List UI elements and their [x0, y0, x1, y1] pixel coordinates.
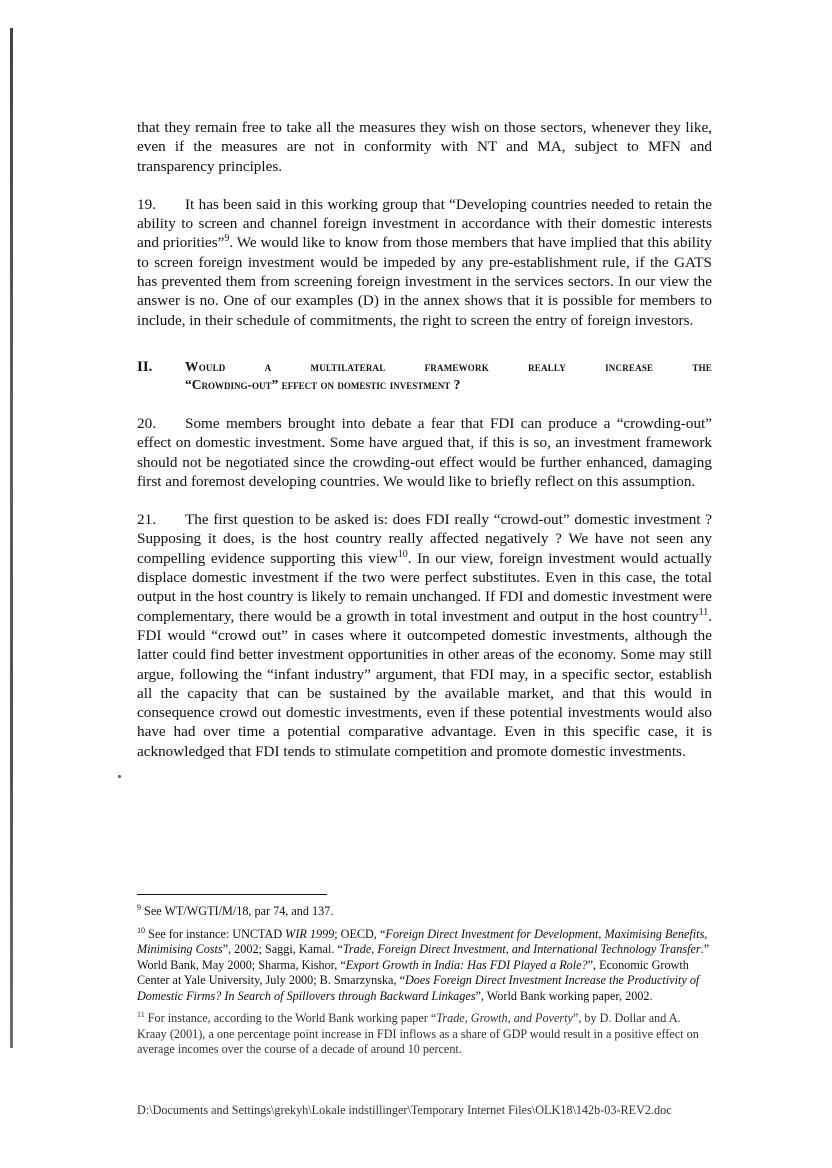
footnote-text: .” World Bank, May 2000; Sharma, Kishor, “ — [137, 942, 710, 972]
paragraph-text: It has been said in this working group that “Developing countries needed to retain the ability to screen and channel foreign investment in accordance with their domestic interests and priorities” — [137, 195, 712, 252]
footnote-ref: 10 — [397, 548, 408, 560]
footnote-9 — [137, 904, 712, 920]
footnote-italic: WIR 1999 — [285, 926, 335, 941]
footnote-text: ”, 2002; Saggi, Kamal. “ — [222, 942, 343, 956]
footnotes — [137, 904, 712, 1065]
footnote-ref: 9 — [224, 233, 230, 245]
section-heading-line-2: “Crowding-out” effect on domestic investment ? — [185, 376, 461, 392]
footnote-mark: 10 — [137, 925, 145, 935]
paragraph-number: 20. — [137, 414, 156, 432]
paragraph-text: . FDI would “crowd out” in cases where it outcompeted domestic investments, although the latter could find better investment opportunities in other areas of the economy. Some may still argue, following the “infant industry” argument, that FDI may, in a specific sector, establish all the capacity that can be sustained by the available market, and that this would in consequence crowd out domestic investments, even if these potential investments would also have had over time a potential comparative advantage. Even in this specific case, it is acknowledged that FDI tends to stimulate competition and promote domestic investments. — [137, 607, 712, 760]
paragraph-number: 19. — [137, 195, 156, 213]
paragraph-21 — [137, 510, 712, 761]
document-body — [137, 118, 712, 780]
paragraph-text: . In our view, foreign investment would actually displace domestic investment if the two were perfect substitutes. Even in this case, the total output in the host country is likely to remain unchanged. If FDI and domestic investment were complementary, there would be a growth in total investment and output in the host country — [137, 549, 712, 625]
heading-word: multilateral — [310, 358, 386, 374]
footnote-text: For instance, according to the World Bank working paper “ — [147, 1011, 437, 1025]
paragraph-text: The first question to be asked is: does FDI really “crowd-out” domestic investment ? Supposing it does, is the host country really affected negatively ? We have not seen any compelling evidence supporting this view — [137, 511, 712, 567]
scan-edge-artifact — [10, 28, 13, 1048]
paragraph-number: 21. — [137, 511, 156, 529]
heading-word: framework — [424, 358, 489, 374]
footnote-mark: 11 — [137, 1009, 145, 1019]
heading-word: increase — [605, 358, 654, 374]
footnote-italic: Trade, Foreign Direct Investment, and International Technology Transfer — [342, 942, 701, 956]
section-number: II. — [137, 358, 153, 375]
section-heading — [137, 358, 712, 394]
footnote-text: ”, Economic Growth Center at Yale University, July 2000; B. Smarzynska, “ — [137, 957, 689, 987]
heading-word: really — [528, 358, 566, 374]
heading-word: a — [264, 358, 272, 374]
footnote-separator — [137, 894, 327, 895]
footnote-italic: Does Foreign Direct Investment Increase the Productivity of Domestic Firms? In Search of Spillovers through Backward Linkages — [137, 973, 700, 1003]
footnote-text: ”, World Bank working paper, 2002. — [475, 988, 653, 1003]
footnote-italic: Foreign Direct Investment for Development, Maximising Benefits, Minimising Costs — [137, 926, 708, 956]
file-path-footer: D:\Documents and Settings\grekyh\Lokale indstillinger\Temporary Internet Files\OLK18\142b-03-REV2.doc — [137, 1103, 672, 1117]
footnote-text: See WT/WGTI/M/18, par 74, and 137. — [144, 904, 334, 918]
section-heading-line-1 — [185, 358, 712, 376]
footnote-11 — [137, 1011, 712, 1058]
paragraph-19 — [137, 195, 712, 330]
footnote-text: ; OECD, “ — [334, 926, 386, 941]
scan-speck — [118, 775, 121, 778]
footnote-text: ”, by D. Dollar and A. Kraay (2001), a one percentage point increase in FDI inflows as a share of GDP would result in a positive effect on average incomes over the course of a decade of around 10 percent. — [137, 1011, 699, 1056]
paragraph-text: . We would like to know from those members that have implied that this ability to screen foreign investment would be impeded by any pre-establishment rule, if the GATS has prevented them from screening foreign investment in the services sectors. In our view the answer is no. One of our examples (D) in the annex shows that it is possible for members to include, in their schedule of commitments, the right to screen the entry of foreign investors. — [137, 234, 712, 329]
heading-word: Would — [185, 358, 226, 374]
paragraph-intro: that they remain free to take all the measures they wish on those sectors, whenever they like, even if the measures are not in conformity with NT and MA, subject to MFN and transparency principles. — [137, 119, 712, 175]
footnote-mark: 9 — [137, 902, 141, 912]
footnote-text: See for instance: UNCTAD — [148, 926, 286, 941]
heading-word: the — [692, 358, 712, 374]
footnote-italic: Export Growth in India: Has FDI Played a Role? — [345, 957, 588, 972]
paragraph-text: Some members brought into debate a fear that FDI can produce a “crowding-out” effect on domestic investment. Some have argued that, if this is so, an investment framework should not be negotiated since the crowding-out effect would be further enhanced, damaging first and foremost developing countries. We would like to briefly reflect on this assumption. — [137, 414, 712, 490]
footnote-10 — [137, 927, 712, 1005]
footnote-italic: Trade, Growth, and Poverty — [436, 1011, 573, 1025]
footnote-ref: 11 — [698, 606, 709, 618]
paragraph-20 — [137, 414, 712, 491]
